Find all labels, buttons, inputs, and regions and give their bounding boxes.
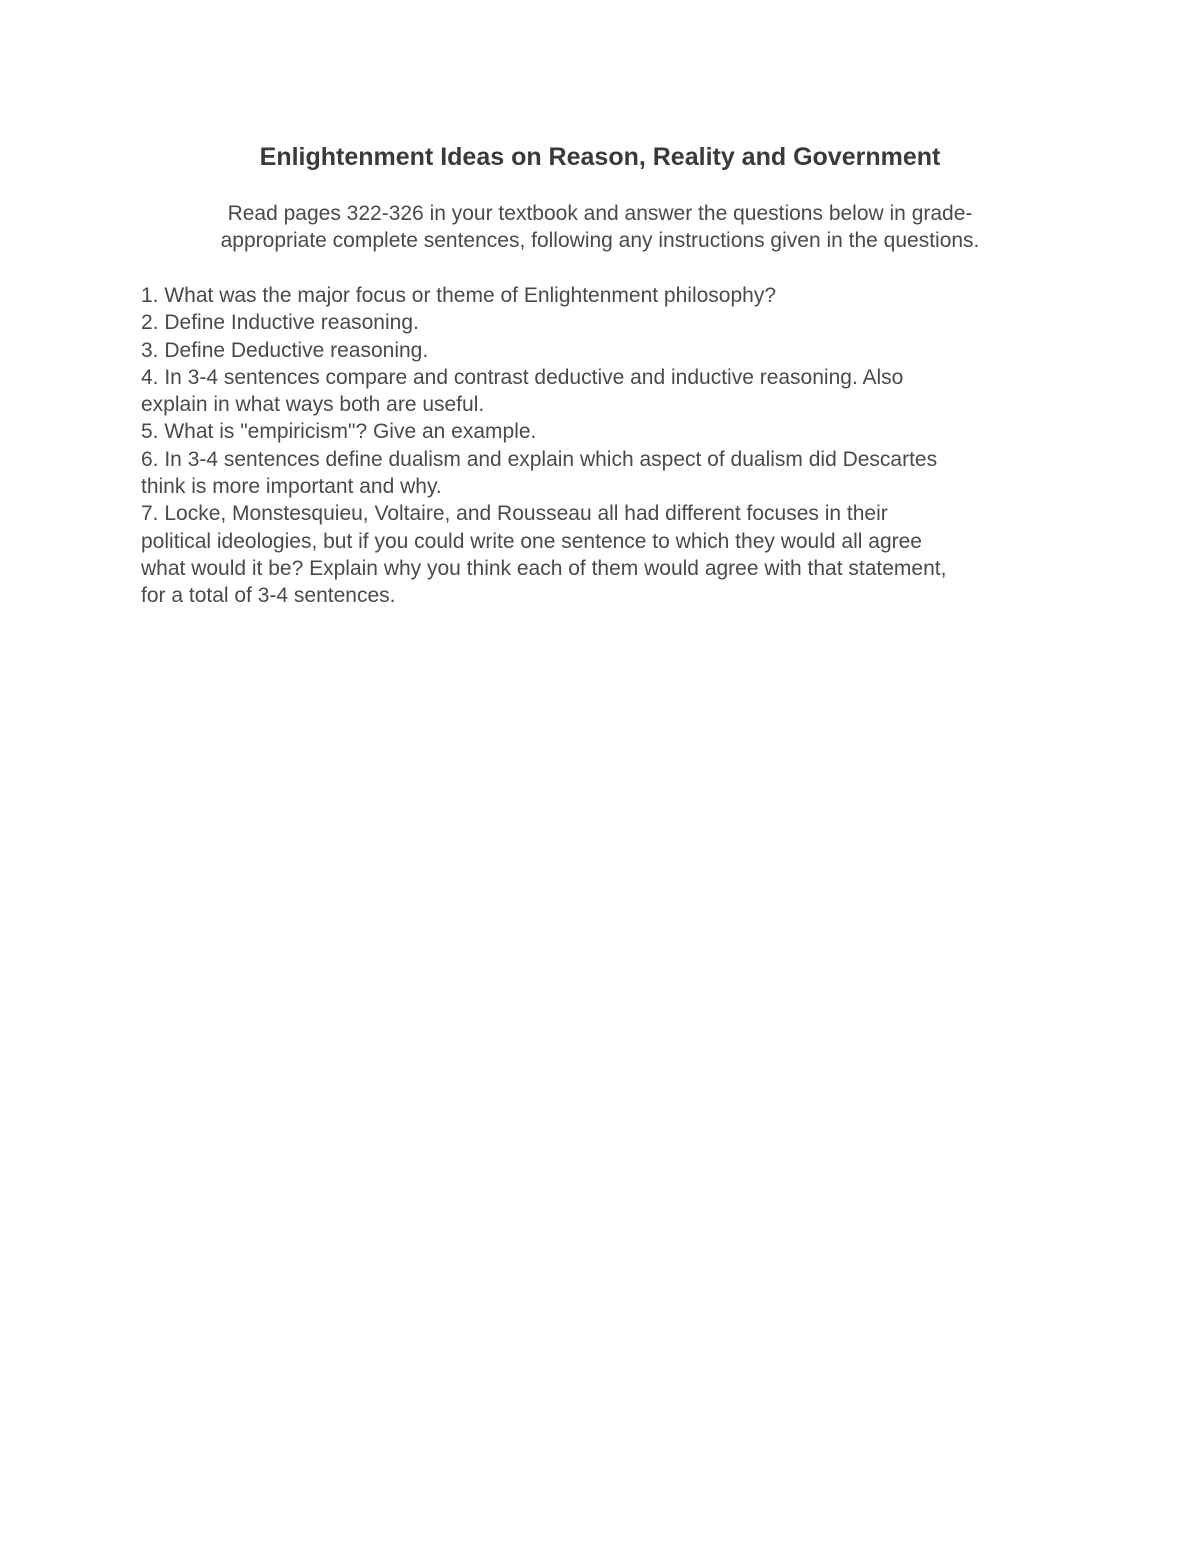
question-line: political ideologies, but if you could write one sentence to which they would all agree bbox=[141, 529, 922, 553]
question-3 bbox=[141, 337, 1071, 364]
question-line: 1. What was the major focus or theme of Enlightenment philosophy? bbox=[141, 284, 777, 307]
question-2 bbox=[141, 309, 1071, 336]
question-line: what would it be? Explain why you think each of them would agree with that statement, bbox=[141, 556, 947, 580]
question-line: for a total of 3-4 sentences. bbox=[141, 584, 396, 608]
question-6 bbox=[141, 446, 1071, 501]
question-1 bbox=[141, 282, 1071, 309]
instructions-line: Read pages 322-326 in your textbook and answer the questions below in grade- bbox=[227, 202, 973, 225]
document-title: Enlightenment Ideas on Reason, Reality and Government bbox=[259, 143, 941, 171]
question-line: 4. In 3-4 sentences compare and contrast deductive and inductive reasoning. Also bbox=[141, 365, 904, 389]
question-7 bbox=[141, 500, 1071, 609]
question-line: think is more important and why. bbox=[141, 475, 442, 499]
question-line: 6. In 3-4 sentences define dualism and explain which aspect of dualism did Descartes bbox=[141, 447, 938, 471]
question-line: 2. Define Inductive reasoning. bbox=[141, 311, 419, 335]
question-4 bbox=[141, 364, 1071, 419]
question-line: 3. Define Deductive reasoning. bbox=[141, 338, 429, 362]
question-list bbox=[141, 282, 1071, 610]
question-5 bbox=[141, 418, 1071, 445]
instructions-paragraph bbox=[140, 200, 1060, 254]
instructions-line: appropriate complete sentences, following any instructions given in the questions. bbox=[220, 229, 980, 252]
question-line: 7. Locke, Monstesquieu, Voltaire, and Rousseau all had different focuses in their bbox=[141, 502, 888, 526]
question-line: explain in what ways both are useful. bbox=[141, 393, 485, 417]
question-line: 5. What is "empiricism"? Give an example. bbox=[141, 420, 537, 444]
